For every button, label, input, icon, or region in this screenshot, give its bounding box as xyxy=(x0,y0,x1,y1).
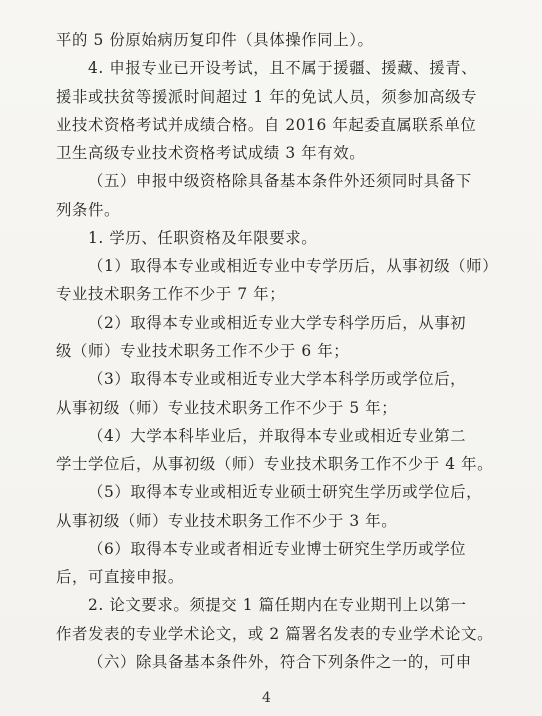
text-line: 专业技术职务工作不少于 7 年； xyxy=(56,285,286,303)
text-line: （六）除具备基本条件外，符合下列条件之一的，可申 xyxy=(88,653,472,671)
text-line: （1）取得本专业或相近专业中专学历后，从事初级（师） xyxy=(88,257,499,275)
text-line: 从事初级（师）专业技术职务工作不少于 5 年； xyxy=(56,399,398,417)
text-line: （5）取得本专业或相近专业硕士研究生学历或学位后， xyxy=(88,483,483,501)
text-line: 卫生高级专业技术资格考试成绩 3 年有效。 xyxy=(56,144,366,162)
text-line: 后，可直接申报。 xyxy=(56,568,184,586)
text-line: 列条件。 xyxy=(56,201,120,219)
text-line: 学士学位后，从事初级（师）专业技术职务工作不少于 4 年。 xyxy=(56,455,494,473)
text-line: 援非或扶贫等援派时间超过 1 年的免试人员，须参加高级专 xyxy=(56,88,478,106)
text-line: 2. 论文要求。须提交 1 篇任期内在专业期刊上以第一 xyxy=(88,596,467,614)
text-line: （3）取得本专业或相近专业大学本科学历或学位后， xyxy=(88,370,467,388)
text-line: 从事初级（师）专业技术职务工作不少于 3 年。 xyxy=(56,512,398,530)
text-line: （4）大学本科毕业后，并取得本专业或相近专业第二 xyxy=(88,427,467,445)
text-line: 作者发表的专业学术论文，或 2 篇署名发表的专业学术论文。 xyxy=(56,625,494,643)
text-line: 1. 学历、任职资格及年限要求。 xyxy=(88,229,318,247)
text-line: （五）申报中级资格除具备基本条件外还须同时具备下 xyxy=(88,172,472,190)
page-number: 4 xyxy=(262,690,271,706)
text-line: 业技术资格考试并成绩合格。自 2016 年起委直属联系单位 xyxy=(56,116,477,134)
text-line: 级（师）专业技术职务工作不少于 6 年； xyxy=(56,342,350,360)
text-line: （6）取得本专业或者相近专业博士研究生学历或学位 xyxy=(88,540,467,558)
text-line: （2）取得本专业或相近专业大学专科学历后，从事初 xyxy=(88,314,467,332)
text-line: 平的 5 份原始病历复印件（具体操作同上）。 xyxy=(56,31,374,49)
text-line: 4. 申报专业已开设考试，且不属于援疆、援藏、援青、 xyxy=(88,59,478,77)
